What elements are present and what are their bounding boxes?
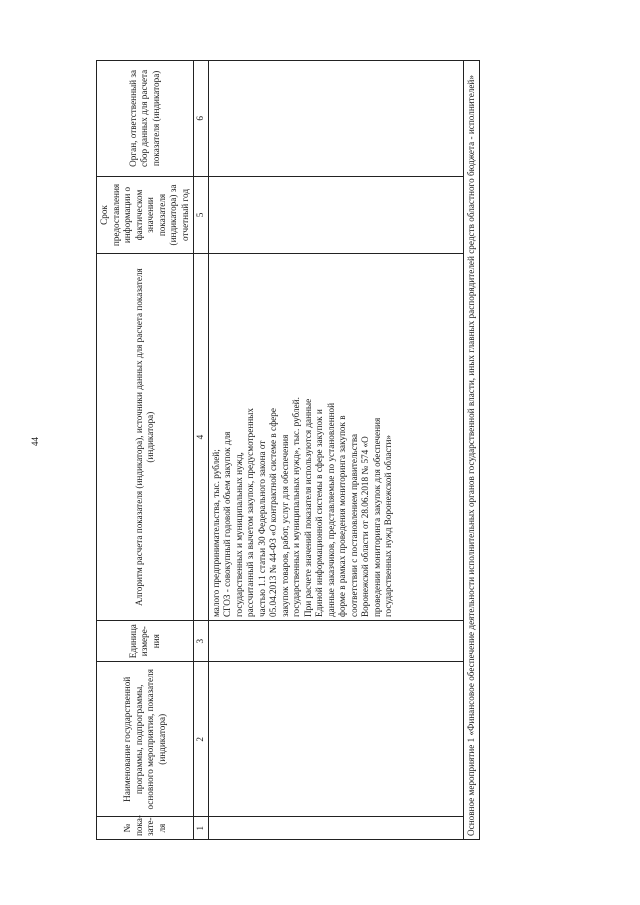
algorithm-line: данные заказчиков, представляемые по установленной (325, 402, 336, 617)
algorithm-line: рассчитанный за вычетом закупок, предусмотренных (245, 408, 255, 617)
algorithm-line: государственных нужд Воронежской области» (383, 434, 393, 617)
column-number: 2 (194, 662, 209, 817)
header-row (97, 61, 194, 840)
header-deadline: Срок предоставления информации о фактическом значении показателя (индикатора) за отчетный год (97, 176, 194, 253)
algorithm-line: проведении мониторинга закупок для обеспечения (371, 417, 382, 617)
algorithm-line: Единой информационной системы в сфере закупок и (314, 409, 324, 617)
table-row (208, 61, 463, 840)
cell-program-name (208, 662, 463, 817)
algorithm-line: 05.04.2013 № 44-ФЗ «О контрактной системе в сфере (268, 408, 278, 617)
column-number-row (194, 61, 209, 840)
indicator-table (96, 60, 480, 840)
header-unit: Единица измере-ния (97, 621, 194, 662)
cell-indicator-number (208, 817, 463, 840)
header-responsible-body: Орган, ответственный за сбор данных для расчета показателя (индикатора) (97, 61, 194, 177)
column-number: 5 (194, 176, 209, 253)
cell-deadline (208, 176, 463, 253)
page-number: 44 (30, 437, 40, 446)
main-activity-title: Основное мероприятие 1 «Финансовое обеспечение деятельности исполнительных органов государственной власти, иных главных распорядителей средств областного бюджета - исполнителей» (463, 61, 480, 840)
main-activity-row (463, 61, 480, 840)
rotated-table-container (96, 60, 536, 840)
header-program-name: Наименование государственной программы, подпрограммы, основного мероприятия, показателя (индикатора) (97, 662, 194, 817)
algorithm-line: закупок товаров, работ, услуг для обеспечения (279, 434, 290, 617)
cell-algorithm (208, 254, 463, 621)
header-algorithm: Алгоритм расчета показателя (индикатора), источники данных для расчета показателя (индикатора) (97, 254, 194, 621)
column-number: 6 (194, 61, 209, 177)
column-number: 4 (194, 254, 209, 621)
cell-unit (208, 621, 463, 662)
algorithm-line: частью 1.1 статьи 30 Федерального закона от (256, 440, 267, 617)
cell-responsible-body (208, 61, 463, 177)
algorithm-line: При расчете значений показателя используются данные (302, 398, 313, 617)
algorithm-line: форме в рамках проведения мониторинга закупок в (337, 415, 347, 617)
algorithm-line: соответствии с постановлением правительства (348, 433, 359, 617)
column-number: 3 (194, 621, 209, 662)
algorithm-line: малого предпринимательства, тыс. рублей; (210, 449, 221, 617)
column-number: 1 (194, 817, 209, 840)
algorithm-line: государственных и муниципальных нужд, (233, 452, 244, 617)
header-indicator-number: № пока-зате-ля (97, 817, 194, 840)
algorithm-line: СГОЗ - совокупный годовой объем закупок для (222, 431, 232, 617)
algorithm-line: государственных и муниципальных нужд», тыс. рублей. (291, 397, 301, 617)
algorithm-line: Воронежской области от 28.06.2018 № 574 «О (360, 436, 370, 617)
